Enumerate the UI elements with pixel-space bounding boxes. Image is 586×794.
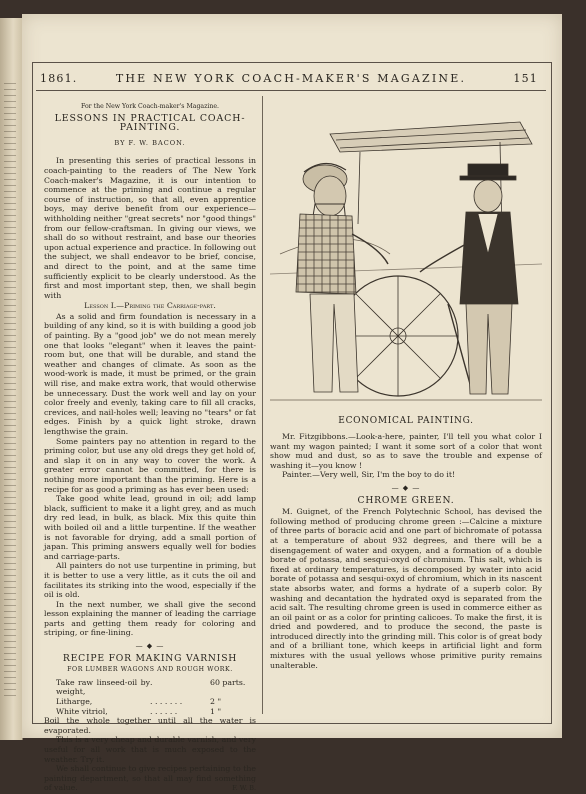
recipe-item: White vitriol, . . . . . . 1 " bbox=[56, 706, 222, 716]
recipe-item: Litharge, . . . . . . . 2 " bbox=[56, 697, 222, 707]
recipe-item: Take raw linseed-oil by weight, . 60 parts. bbox=[56, 677, 246, 697]
recipe-paragraph-3: We shall continue to give recipes pertaining to the painting department, so that all may find something of value. bbox=[44, 764, 256, 793]
paragraph-3: Some painters pay no attention in regard to the priming color, but use any old dregs they get hold of, and slap it on in any way to cover the work. A greater error cannot be committed, for there is nothing more important than the priming. Here is a recipe for as good a priming as has ever been used: bbox=[44, 436, 256, 494]
chrome-green-title: CHROME GREEN. bbox=[357, 494, 455, 506]
paragraph-4: Take good white lead, ground in oil; add lamp black, sufficient to make it a light grey, and as much dry red lead, in bulk, as black. Mix this quite thin with boiled oil and a little turpentine. If the weather is not favorable for drying, add a small portion of japan. This priming answers equally well for bodies and carriage-parts. bbox=[44, 494, 256, 561]
book-left-page-edge bbox=[0, 18, 23, 740]
paragraph-6: In the next number, we shall give the second lesson explaining the manner of leading the carriage parts and getting them ready for coloring and striping, or fine-lining. bbox=[44, 599, 256, 638]
recipe-title: RECIPE FOR MAKING VARNISH bbox=[62, 652, 238, 664]
header-title: THE NEW YORK COACH-MAKER'S MAGAZINE. bbox=[115, 72, 467, 85]
running-header bbox=[36, 72, 546, 86]
source-note: For the New York Coach-maker's Magazine. bbox=[81, 103, 219, 110]
economical-painting-engraving bbox=[270, 104, 542, 412]
chrome-green-paragraph: M. Guignet, of the French Polytechnic School, has devised the following method of producing chrome green :—Calcine a mixture of three parts of boracic acid and one part of bichromate of potassa at a temperature of about 932 degrees, and there will be a disengagement of water and oxygen, and a formation of a double borate of potassa, and sesqui-oxyd of chromium. This salt, which is fixed at ordinary temperatures, is decomposed by water into acid borate of potassa and sesqui-oxyd of chromium, which in its nascent state absorbs water, and forms a hydrate of a superb color. By washing and decantation the hydrated oxyd is separated from the acid salt. The resulting chrome green is used in commerce either as an oil paint or as a color for printing calicoes. To make the first, it is dried and powdered, and to produce the second, the paste is introduced directly into the grinding mill. This color is of great body and of a brilliant tone, which keeps in artificial light and form mixtures with the usual yellows whose primitive purity remains unalterable. bbox=[270, 507, 542, 670]
recipe-subtitle: FOR LUMBER WAGONS AND ROUGH WORK. bbox=[67, 666, 233, 674]
paragraph-2: As a solid and firm foundation is necessary in a building of any kind, so it is with building a good job of painting. By a "good job" we do not mean merely one that looks "elegant" when it leaves the paint-room but, one that will be durable, and stand the weather and changes of climate. As soon as the wood-work is made, it must be primed, or the grain will rise, and make extra work, that would otherwise be unnecessary. Dust the work well and lay on your color freely and evenly, taking care to fill all cracks, crevices, and nail-holes well; leaving no "tears" or fat edges. Finish by a quick light stroke, drawn lengthwise the grain. bbox=[44, 311, 256, 436]
header-rule bbox=[36, 90, 546, 91]
ornament-divider: — ◆ — bbox=[135, 642, 165, 651]
signature: F. W. B. bbox=[232, 783, 256, 792]
dialogue-painter: Painter.—Very well, Sir, I'm the boy to do it! bbox=[282, 470, 456, 480]
header-year: 1861. bbox=[40, 72, 78, 85]
article-title: LESSONS IN PRACTICAL COACH-PAINTING. bbox=[54, 112, 246, 134]
recipe-paragraph-1: Boil the whole together until all the water is evaporated. bbox=[44, 716, 256, 735]
illustration-caption: ECONOMICAL PAINTING. bbox=[338, 416, 474, 426]
lesson-heading: Lesson I.—Priming the Carriage-part. bbox=[84, 301, 216, 311]
recipe-paragraph-2: This is a very cheap and durable varnish, and very useful for all work that is much exposed to the weather. Try it. bbox=[44, 735, 256, 764]
column-divider bbox=[262, 96, 263, 714]
paragraph-5: All painters do not use turpentine in priming, but it is better to use a very little, as it cuts the oil and facilitates its striking into the wood, especially if the oil is old. bbox=[44, 561, 256, 600]
right-column-text bbox=[270, 432, 542, 670]
byline: BY F. W. BACON. bbox=[114, 138, 186, 147]
left-column bbox=[44, 102, 256, 794]
header-page-number: 151 bbox=[513, 72, 538, 85]
dialogue-fitzgibbons: Mr. Fitzgibbons.—Look-a-here, painter, I'll tell you what color I want my wagon painted; I want it some sort of a color that wont show mud and dust, so as to save the trouble and expense of washing it—you know ! bbox=[270, 432, 542, 470]
intro-paragraph: In presenting this series of practical lessons in coach-painting to the readers of The New York Coach-maker's Magazine, it is our intention to commence at the priming and continue a regular course of instruction, so that all, even apprentice boys, may derive benefit from our experience—withholding neither "great secrets" nor "good things" from our fellow-craftsman. In giving our views, we shall do so without restraint, and base our theories upon actual experience and practice. In following out the subject, we shall endeavor to be brief, concise, and direct to the point, and at the same time sufficiently explicit to be clearly understood. As the first and most important step, then, we shall begin with bbox=[44, 156, 256, 300]
ornament-divider-2: — ◆ — bbox=[391, 483, 421, 492]
